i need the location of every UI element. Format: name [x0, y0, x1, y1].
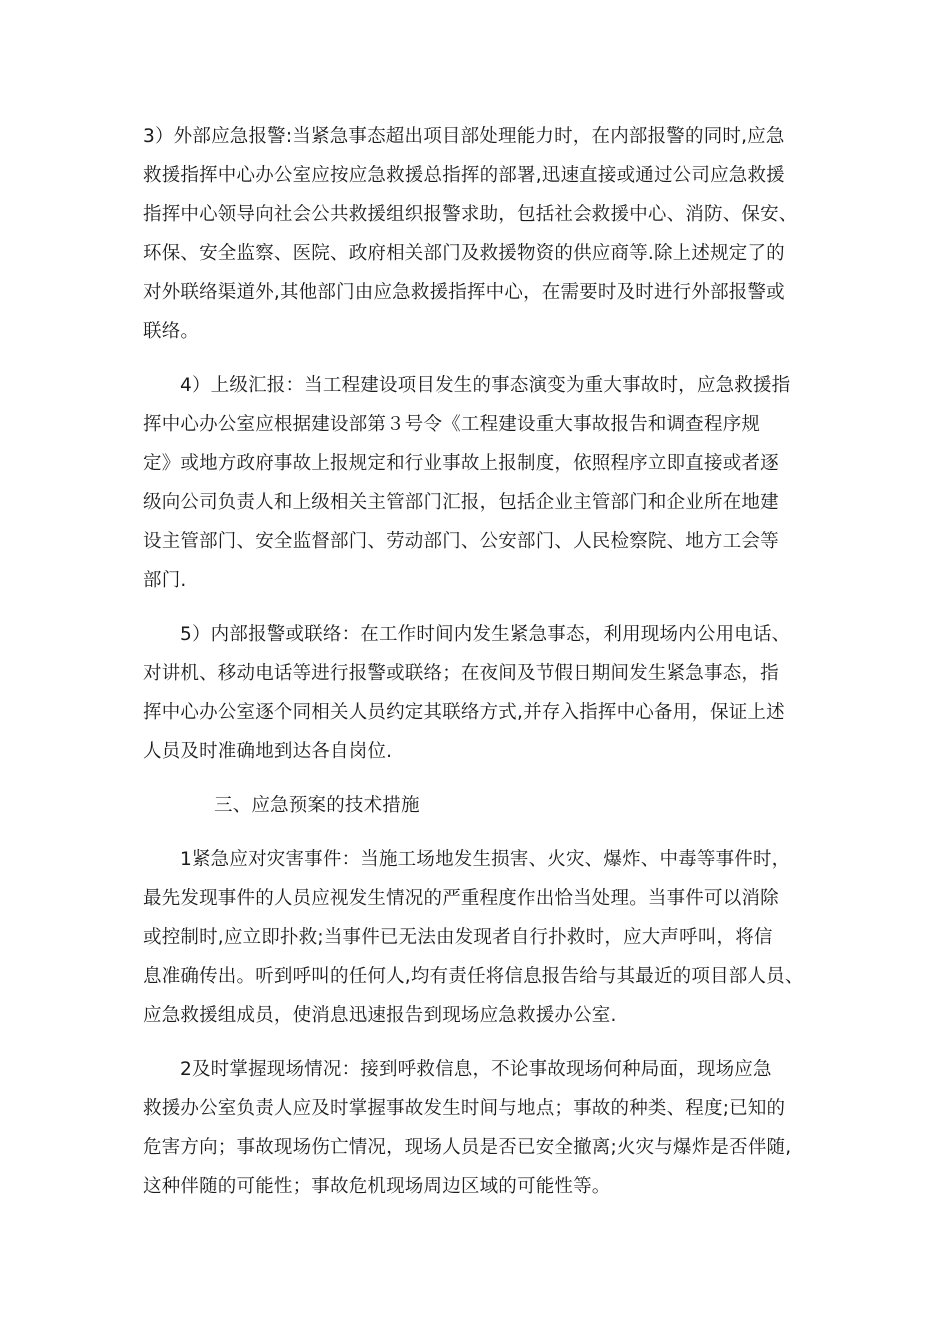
text-line: 最先发现事件的人员应视发生情况的严重程度作出恰当处理。当事件可以消除: [143, 888, 779, 909]
text-line: 部门.: [143, 570, 187, 591]
text-line: 挥中心办公室应根据建设部第３号令《工程建设重大事故报告和调查程序规: [143, 414, 761, 435]
text-line: 环保、安全监察、医院、政府相关部门及救援物资的供应商等.除上述规定了的: [143, 243, 785, 264]
text-line: 设主管部门、安全监督部门、劳动部门、公安部门、人民检察院、地方工会等: [143, 531, 779, 552]
text-line: 指挥中心领导向社会公共救援组织报警求助，包括社会救援中心、消防、保安、: [143, 204, 798, 225]
text-line: 联络。: [143, 321, 200, 342]
text-line: 息准确传出。听到呼叫的任何人,均有责任将信息报告给与其最近的项目部人员、: [143, 966, 804, 987]
text-line: 定》或地方政府事故上报规定和行业事故上报制度，依照程序立即直接或者逐: [143, 453, 779, 474]
text-line: 或控制时,应立即扑救;当事件已无法由发现者自行扑救时，应大声呼叫，将信: [143, 927, 773, 948]
text-line: 3）外部应急报警:当紧急事态超出项目部处理能力时，在内部报警的同时,应急: [143, 126, 785, 147]
text-line: 救援办公室负责人应及时掌握事故发生时间与地点；事故的种类、程度;已知的: [143, 1098, 786, 1119]
text-line: 2及时掌握现场情况：接到呼救信息，不论事故现场何种局面，现场应急: [180, 1059, 772, 1080]
text-line: 人员及时准确地到达各自岗位.: [143, 741, 393, 762]
section-title: 三、应急预案的技术措施: [214, 795, 420, 816]
text-line: 这种伴随的可能性；事故危机现场周边区域的可能性等。: [143, 1176, 611, 1197]
text-line: 对外联络渠道外,其他部门由应急救援指挥中心，在需要时及时进行外部报警或: [143, 282, 785, 303]
text-line: 救援指挥中心办公室应按应急救援总指挥的部署,迅速直接或通过公司应急救援: [143, 165, 785, 186]
text-line: 挥中心办公室逐个同相关人员约定其联络方式,并存入指挥中心备用，保证上述: [143, 702, 785, 723]
text-line: 4）上级汇报：当工程建设项目发生的事态演变为重大事故时，应急救援指: [180, 375, 791, 396]
text-line: 级向公司负责人和上级相关主管部门汇报，包括企业主管部门和企业所在地建: [143, 492, 779, 513]
text-line: 对讲机、移动电话等进行报警或联络；在夜间及节假日期间发生紧急事态，指: [143, 663, 779, 684]
text-line: 5）内部报警或联络：在工作时间内发生紧急事态，利用现场内公用电话、: [180, 624, 791, 645]
text-line: 应急救援组成员，使消息迅速报告到现场应急救援办公室.: [143, 1005, 617, 1026]
text-line: 1紧急应对灾害事件：当施工场地发生损害、火灾、爆炸、中毒等事件时，: [180, 849, 791, 870]
text-line: 危害方向；事故现场伤亡情况，现场人员是否已安全撤离;火灾与爆炸是否伴随,: [143, 1137, 792, 1158]
